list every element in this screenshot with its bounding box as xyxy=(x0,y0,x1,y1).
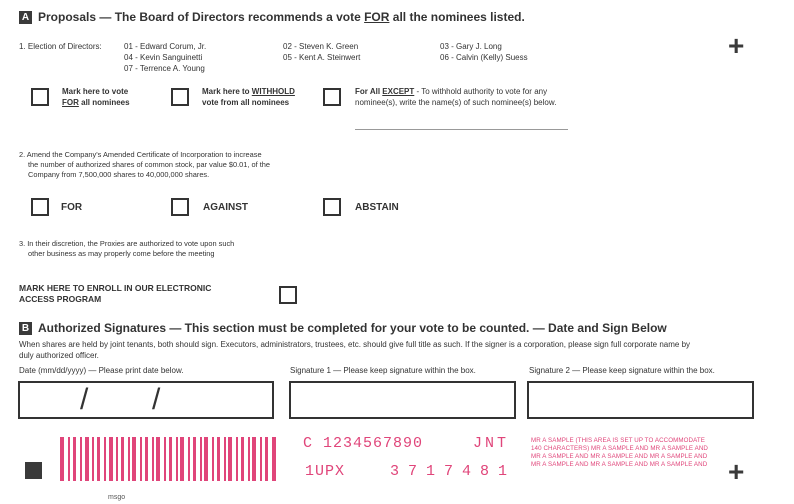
proposal-2-abstain-label: ABSTAIN xyxy=(355,202,399,213)
section-b-header xyxy=(19,321,667,335)
plus-icon: + xyxy=(728,456,745,487)
nominees-column-3 xyxy=(440,41,528,63)
account-type-code: JNT xyxy=(473,435,510,452)
nominee: 06 - Calvin (Kelly) Suess xyxy=(440,53,528,62)
signature-2-label: Signature 2 — Please keep signature within the box. xyxy=(529,366,715,375)
registration-mark-square xyxy=(25,462,42,479)
enroll-electronic-access-label: MARK HERE TO ENROLL IN OUR ELECTRONIC ACCESS PROGRAM xyxy=(19,283,212,304)
withhold-all-label: Mark here to WITHHOLD vote from all nominees xyxy=(202,87,295,107)
section-a-badge: A xyxy=(19,11,32,24)
control-code: C 1234567890 xyxy=(303,435,424,452)
for-all-nominees-label: Mark here to vote FOR all nominees xyxy=(62,87,130,107)
date-input-box[interactable] xyxy=(18,381,274,419)
date-field-label: Date (mm/dd/yyyy) — Please print date below. xyxy=(19,366,184,375)
date-separator: / xyxy=(80,383,89,416)
nominee: 01 - Edward Corum, Jr. xyxy=(124,42,207,51)
barcode xyxy=(60,437,278,481)
proposal-2-text: 2. Amend the Company's Amended Certificate of Incorporation to increase the number of authorized shares of common stock, par value $0.01, of the Company from 7,500,000 shares to 40,000,000 shares. xyxy=(19,150,270,179)
proposal-2-against-label: AGAINST xyxy=(203,202,248,213)
nominee: 05 - Kent A. Steinwert xyxy=(283,53,361,62)
for-all-except-label: For All EXCEPT - To withhold authority to vote for any nominee(s), write the name(s) of such nominee(s) below. xyxy=(355,87,557,107)
nominees-column-2 xyxy=(283,41,360,63)
nominee: 07 - Terrence A. Young xyxy=(124,64,205,73)
for-all-nominees-checkbox[interactable] xyxy=(31,88,49,106)
section-a-header xyxy=(19,10,525,24)
signature-instructions: When shares are held by joint tenants, both should sign. Executors, administrators, trustees, etc. should give full title as such. If the signer is a corporation, please sign full corporate name by duly authorized officer. xyxy=(19,340,691,360)
sample-address-line: MR A SAMPLE AND MR A SAMPLE AND MR A SAMPLE AND xyxy=(531,453,708,460)
bottom-code: msgo xyxy=(108,494,126,501)
for-all-except-checkbox[interactable] xyxy=(323,88,341,106)
nominee: 03 - Gary J. Long xyxy=(440,42,502,51)
section-b-badge: B xyxy=(19,322,32,335)
account-number: 3 7 1 7 4 8 1 xyxy=(390,463,508,480)
proposal-3-text: 3. In their discretion, the Proxies are authorized to vote upon such other business as may properly come before the meeting xyxy=(19,239,235,258)
proposal-2-against-checkbox[interactable] xyxy=(171,198,189,216)
proposal-2-for-checkbox[interactable] xyxy=(31,198,49,216)
proposal-1-label: 1. Election of Directors: xyxy=(19,42,102,51)
sample-address-block xyxy=(531,437,708,469)
signature-1-box[interactable] xyxy=(289,381,516,419)
signature-2-box[interactable] xyxy=(527,381,754,419)
withhold-all-checkbox[interactable] xyxy=(171,88,189,106)
section-b-title: Authorized Signatures — This section must be completed for your vote to be counted. — Date and Sign Below xyxy=(38,321,667,335)
plus-icon: + xyxy=(728,30,745,61)
section-a-title: Proposals — The Board of Directors recommends a vote FOR all the nominees listed. xyxy=(38,10,525,24)
signature-1-label: Signature 1 — Please keep signature within the box. xyxy=(290,366,476,375)
sample-address-line: 140 CHARACTERS) MR A SAMPLE AND MR A SAMPLE AND xyxy=(531,445,708,452)
sample-address-line: MR A SAMPLE AND MR A SAMPLE AND MR A SAMPLE AND xyxy=(531,461,708,468)
enroll-electronic-access-checkbox[interactable] xyxy=(279,286,297,304)
nominee: 04 - Kevin Sanguinetti xyxy=(124,53,203,62)
nominees-column-1 xyxy=(124,41,206,74)
except-names-write-line[interactable] xyxy=(355,129,568,130)
proposal-2-for-label: FOR xyxy=(61,202,83,213)
form-code: 1UPX xyxy=(305,463,346,480)
nominee: 02 - Steven K. Green xyxy=(283,42,359,51)
proposal-2-abstain-checkbox[interactable] xyxy=(323,198,341,216)
sample-address-line: MR A SAMPLE (THIS AREA IS SET UP TO ACCOMMODATE xyxy=(531,437,705,444)
date-separator: / xyxy=(152,383,161,416)
